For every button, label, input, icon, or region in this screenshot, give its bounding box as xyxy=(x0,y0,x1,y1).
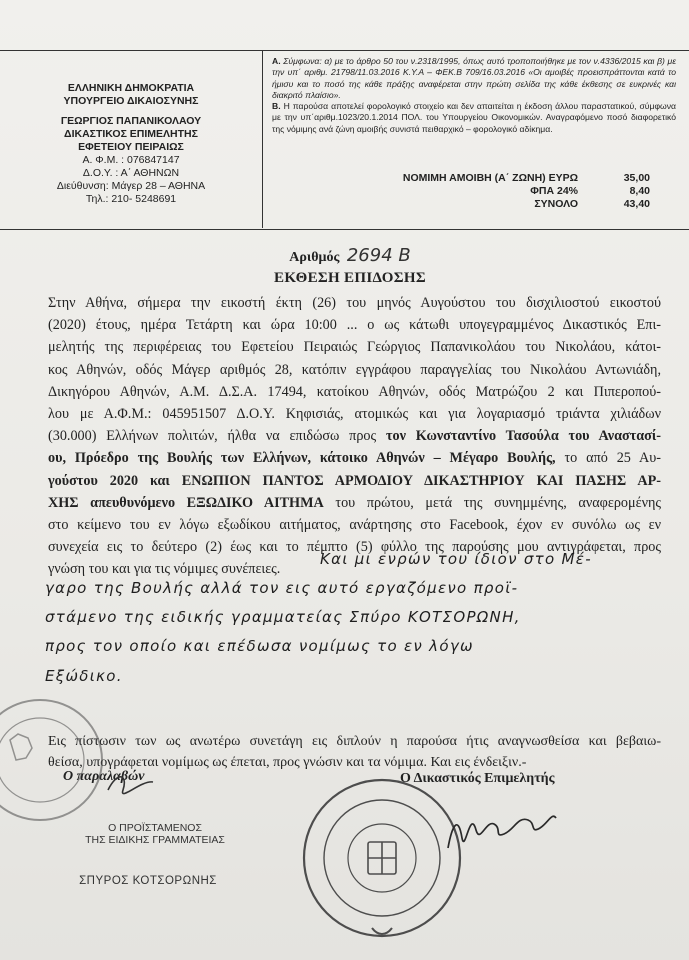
document-number-value: 2694 Β xyxy=(346,245,411,266)
body-line: στο κείμενο του εν λόγω εξωδίκου αιτήματος, ανάρτησης στο Facebook, έχον εν συνόλω ως εν xyxy=(48,516,661,533)
document-number: Αριθμός 2694 Β xyxy=(289,245,411,266)
body-line: μελητής της περιφέρειας του Εφετείου Πειραιώς Γεώργιος Παπανικολάου του Νικολάου, κάτοι- xyxy=(48,339,661,356)
bailiff-label: Ο Δικαστικός Επιμελητής xyxy=(400,771,555,786)
handwritten-line: Και μι ενρών του ίδιον στο Μέ- xyxy=(320,550,592,568)
body-line: κος Αθηνών, οδός Μάγερ αριθμός 28, κατόπιν εγγράφου παραγγελίας του Νικολάου Αντωνιάδη, xyxy=(48,361,661,378)
handwritten-line: προς τον οποίο και επέδωσα νομίμως το εν λόγω xyxy=(45,637,474,655)
right-stamp xyxy=(304,780,460,936)
office-court: ΕΦΕΤΕΙΟΥ ΠΕΙΡΑΙΩΣ xyxy=(78,141,184,153)
body-line: ΧΗΣ απευθυνόμενο ΕΞΩΔΙΚΟ ΑΙΤΗΜΑ του πρώτου, μετά της συνημμένης, αναφερομένης xyxy=(48,494,662,511)
body-line: λου με Α.Φ.Μ.: 045951507 Δ.Ο.Υ. Κηφισιάς, ατομικώς και για λογαριασμό τριάντα χιλιάδων xyxy=(48,405,661,422)
closing-line: Εις πίστωσιν των ως ανωτέρω συνετάγη εις διπλούν η παρούσα ήτις αναγνωσθείσα και βεβαιω- xyxy=(48,734,661,749)
handwritten-line: Εξώδικο. xyxy=(45,667,123,685)
office-address: Διεύθυνση: Μάγερ 28 – ΑΘΗΝΑ xyxy=(56,180,206,192)
recipient-label: Ο παραλαβών xyxy=(63,769,145,784)
office-name: ΓΕΩΡΓΙΟΣ ΠΑΠΑΝΙΚΟΛΑΟΥ xyxy=(60,115,202,127)
left-stamp-text: Ο ΠΡΟΪΣΤΑΜΕΝΟΣ ΤΗΣ ΕΙΔΙΚΗΣ ΓΡΑΜΜΑΤΕΙΑΣ xyxy=(85,822,225,846)
body-line: ου, Πρόεδρο της Βουλής των Ελλήνων, κάτοικο Αθηνών – Μέγαρο Βουλής, το από 25 Αυ- xyxy=(48,450,661,467)
fee-row: ΣΥΝΟΛΟ 43,40 xyxy=(534,198,650,210)
body-line: συνεχεία εις το δεύτερο (2) έως και το πέμπτο (5) φύλλο της παρούσης μου αντιγράφεται, προς xyxy=(48,539,661,556)
office-republic: ΕΛΛΗΝΙΚΗ ΔΗΜΟΚΡΑΤΙΑ xyxy=(67,82,195,94)
office-role: ΔΙΚΑΣΤΙΚΟΣ ΕΠΙΜΕΛΗΤΗΣ xyxy=(64,128,198,140)
legal-a: Α. Σύμφωνα: α) με το άρθρο 50 του ν.2318/1995, όπως αυτό τροποποιήθηκε με τον ν.4336/2015 και β) με την υπ΄ αριθμ. 21798/11.03.2016 Κ.Υ.Α – ΦΕΚ.Β 709/16.03.2016 «Οι αμοιβές προεισπράττονται κατά το ήμισυ και το ποσό της κάθε πράξης αναφέρεται στην πρώτη σελίδα της κάθε έκθεσης σε ευκρινές και διακριτό πλαίσιο». xyxy=(272,56,676,100)
office-doy: Δ.Ο.Υ. : Α΄ ΑΘΗΝΩΝ xyxy=(82,167,180,179)
body-line: (30.000) Ελλήνων πολιτών, ήλθα να επιδώσω προς τον Κωνσταντίνο Τασούλα του Αναστασί- xyxy=(48,428,661,445)
office-phone: Τηλ.: 210- 5248691 xyxy=(85,193,177,205)
recipient-signature xyxy=(108,777,153,794)
left-stamp xyxy=(0,700,102,820)
bailiff-signature xyxy=(448,816,556,848)
office-ministry: ΥΠΟΥΡΓΕΙΟ ΔΙΚΑΙΟΣΥΝΗΣ xyxy=(63,95,199,107)
office-afm: Α. Φ.Μ. : 076847147 xyxy=(82,154,180,166)
body-line: (2020) έτους, ημέρα Τετάρτη και ώρα 10:00 ... ο ως κάτωθι υπογεγραμμένος Δικαστικός Επι- xyxy=(48,317,661,334)
body-line: γούστου 2020 και ΕΝΩΠΙΟΝ ΠΑΝΤΟΣ ΑΡΜΟΔΙΟΥ ΔΙΚΑΣΤΗΡΙΟΥ ΚΑΙ ΠΑΣΗΣ ΑΡ- xyxy=(48,472,661,489)
document-title: ΕΚΘΕΣΗ ΕΠΙΔΟΣΗΣ xyxy=(274,270,426,286)
body-line: Στην Αθήνα, σήμερα την εικοστή έκτη (26) του μηνός Αυγούστου του δισχιλιοστού εικοστού xyxy=(48,295,661,311)
body-line: Δικηγόρου Αθηνών, Α.Μ. Δ.Σ.Α. 17494, κατοίκου Αθηνών, οδός Ματρώζου 2 και Πιπεροπού- xyxy=(48,383,661,400)
handwritten-line: στάμενο της ειδικής γραμματείας Σπύρο ΚΟΤΣΟΡΩΝΗ, xyxy=(45,608,521,626)
body-line: γνώση του και για τις νόμιμες συνέπειες. xyxy=(48,561,281,578)
left-stamp-name: ΣΠΥΡΟΣ ΚΟΤΣΟΡΩΝΗΣ xyxy=(79,875,217,887)
fee-row: ΦΠΑ 24% 8,40 xyxy=(530,185,650,197)
closing-line: θείσα, υπογράφεται νομίμως ως έπεται, προς γνώσιν και τα νόμιμα. Και εις ένδειξιν.- xyxy=(48,755,527,770)
legal-b: Β. Η παρούσα αποτελεί φορολογικό στοιχείο και δεν απαιτείται η έκδοση άλλου παραστατικού, σύμφωνα με την υπ΄αριθμ.1023/20.1.2014 ΠΟΛ. του Υπουργείου Οικονομικών. Αναγραφόμενο ποσό διαφορετικό της νόμιμης ανά ζώνη αμοιβής συνιστά πειθαρχικό – φορολογικό αδίκημα. xyxy=(272,101,676,134)
fee-row: ΝΟΜΙΜΗ ΑΜΟΙΒΗ (Α΄ ΖΩΝΗ) ΕΥΡΩ 35,00 xyxy=(402,172,650,184)
handwritten-line: γαρο της Βουλής αλλά τον εις αυτό εργαζόμενο προϊ- xyxy=(45,579,519,597)
